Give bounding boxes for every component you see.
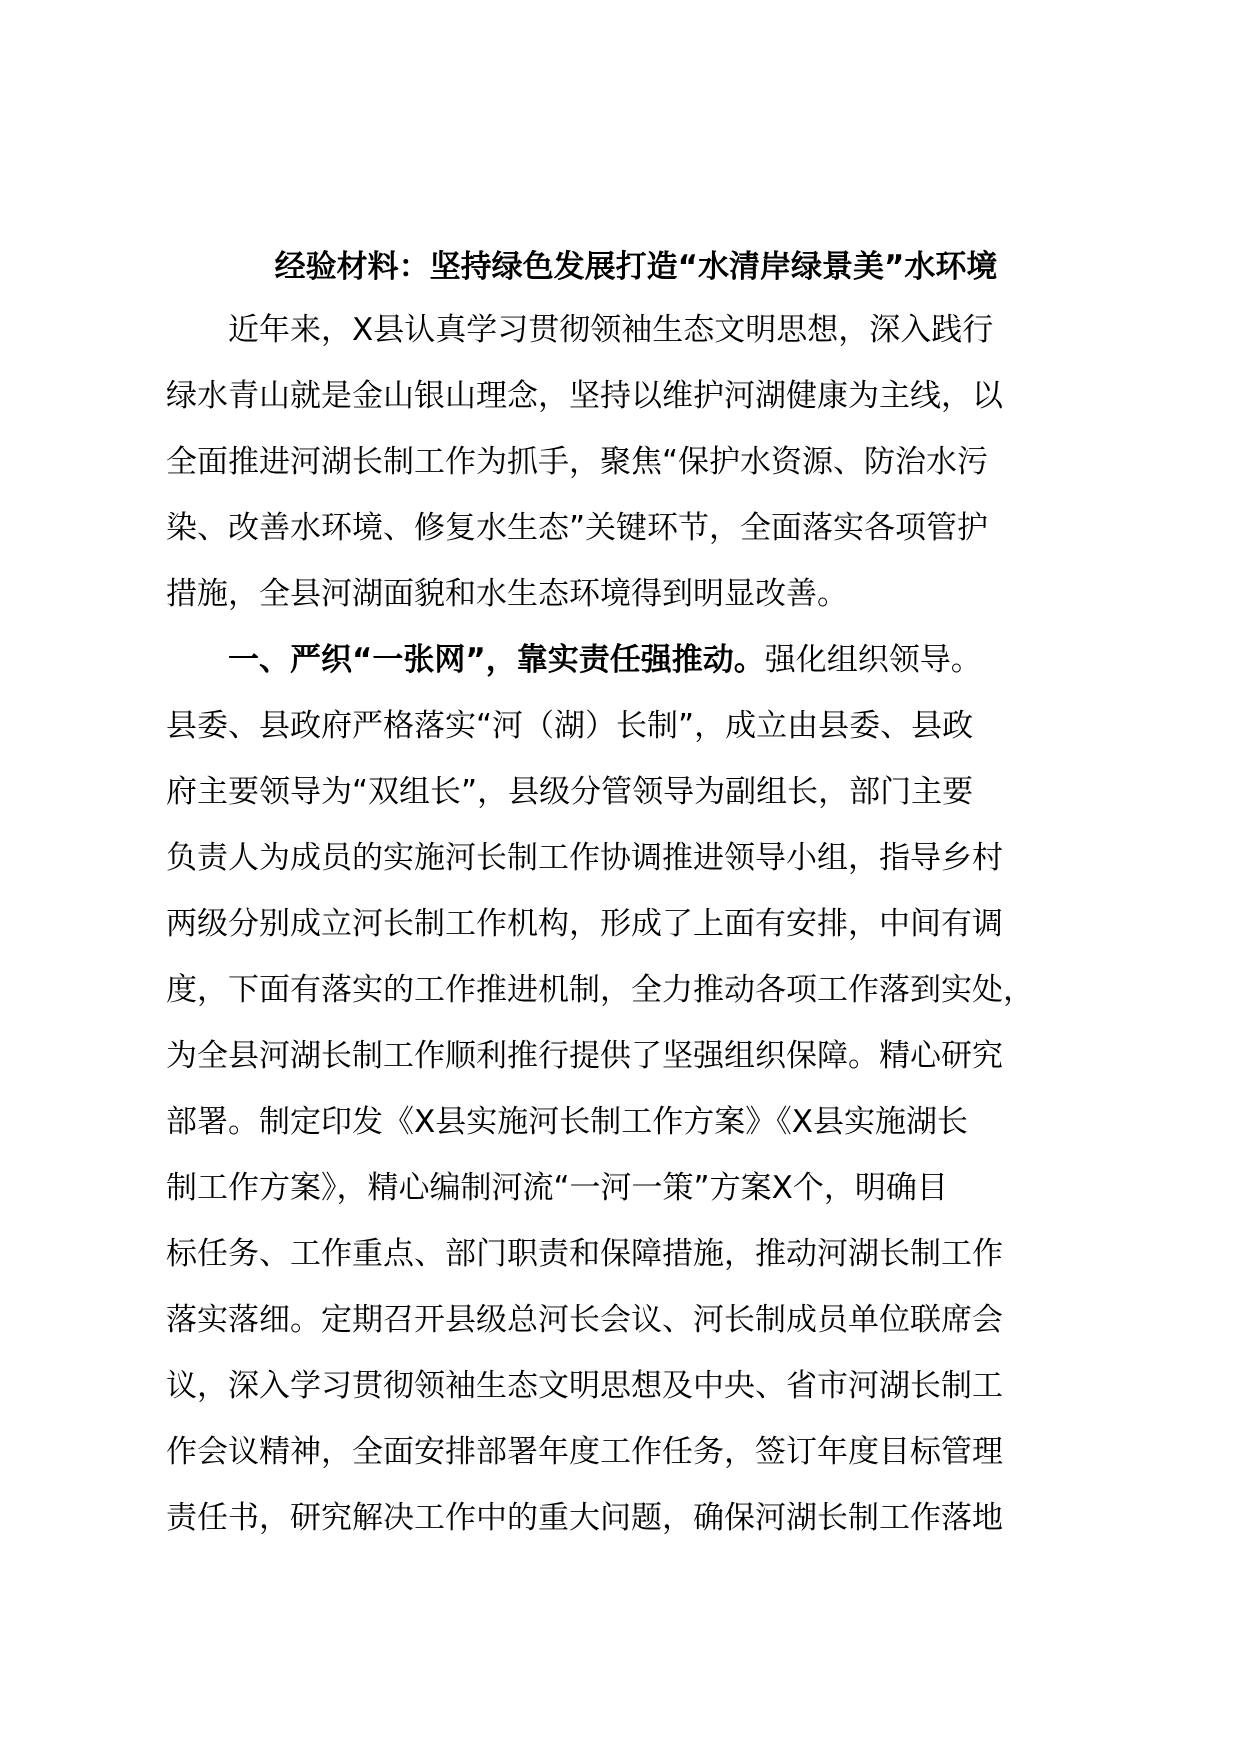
paragraph-line: 负责人为成员的实施河长制工作协调推进领导小组，指导乡村 xyxy=(166,840,1003,876)
section-heading-line xyxy=(166,627,1094,693)
paragraph-line: 染、改善水环境、修复水生态”关键环节，全面落实各项管护 xyxy=(166,510,989,546)
paragraph-line: 绿水青山就是金山银山理念，坚持以维护河湖健康为主线，以 xyxy=(166,378,1003,414)
document-title: 经验材料：坚持绿色发展打造“水清岸绿景美”水环境 xyxy=(274,249,998,285)
paragraph-line: 府主要领导为“双组长”，县级分管领导为副组长，部门主要 xyxy=(166,774,974,810)
paragraph-line: 标任务、工作重点、部门职责和保障措施，推动河湖长制工作 xyxy=(166,1236,1003,1272)
paragraph-line: 作会议精神，全面安排部署年度工作任务，签订年度目标管理 xyxy=(166,1434,1003,1470)
document-body xyxy=(166,297,1094,1551)
paragraph-line: 议，深入学习贯彻领袖生态文明思想及中央、省市河湖长制工 xyxy=(166,1368,1003,1404)
paragraph-line: 部署。制定印发《X县实施河长制工作方案》《X县实施湖长 xyxy=(166,1104,968,1140)
paragraph-line: 度，下面有落实的工作推进机制，全力推动各项工作落到实处， xyxy=(166,972,1034,1008)
section-heading: 一、严织“一张网”，靠实责任强推动。 xyxy=(228,642,765,678)
section-lead: 强化组织领导。 xyxy=(764,642,982,678)
paragraph-line: 全面推进河湖长制工作为抓手，聚焦“保护水资源、防治水污 xyxy=(166,444,989,480)
paragraph-line: 县委、县政府严格落实“河（湖）长制”，成立由县委、县政 xyxy=(166,708,974,744)
paragraph-line: 近年来，X县认真学习贯彻领袖生态文明思想，深入践行 xyxy=(228,312,994,348)
paragraph-line: 为全县河湖长制工作顺利推行提供了坚强组织保障。精心研究 xyxy=(166,1038,1003,1074)
paragraph-line: 制工作方案》，精心编制河流“一河一策”方案X个，明确目 xyxy=(166,1170,948,1206)
paragraph-line: 两级分别成立河长制工作机构，形成了上面有安排，中间有调 xyxy=(166,906,1003,942)
paragraph-line: 落实落细。定期召开县级总河长会议、河长制成员单位联席会 xyxy=(166,1302,1003,1338)
paragraph-line: 措施，全县河湖面貌和水生态环境得到明显改善。 xyxy=(166,576,848,612)
paragraph-line: 责任书，研究解决工作中的重大问题，确保河湖长制工作落地 xyxy=(166,1500,1003,1536)
